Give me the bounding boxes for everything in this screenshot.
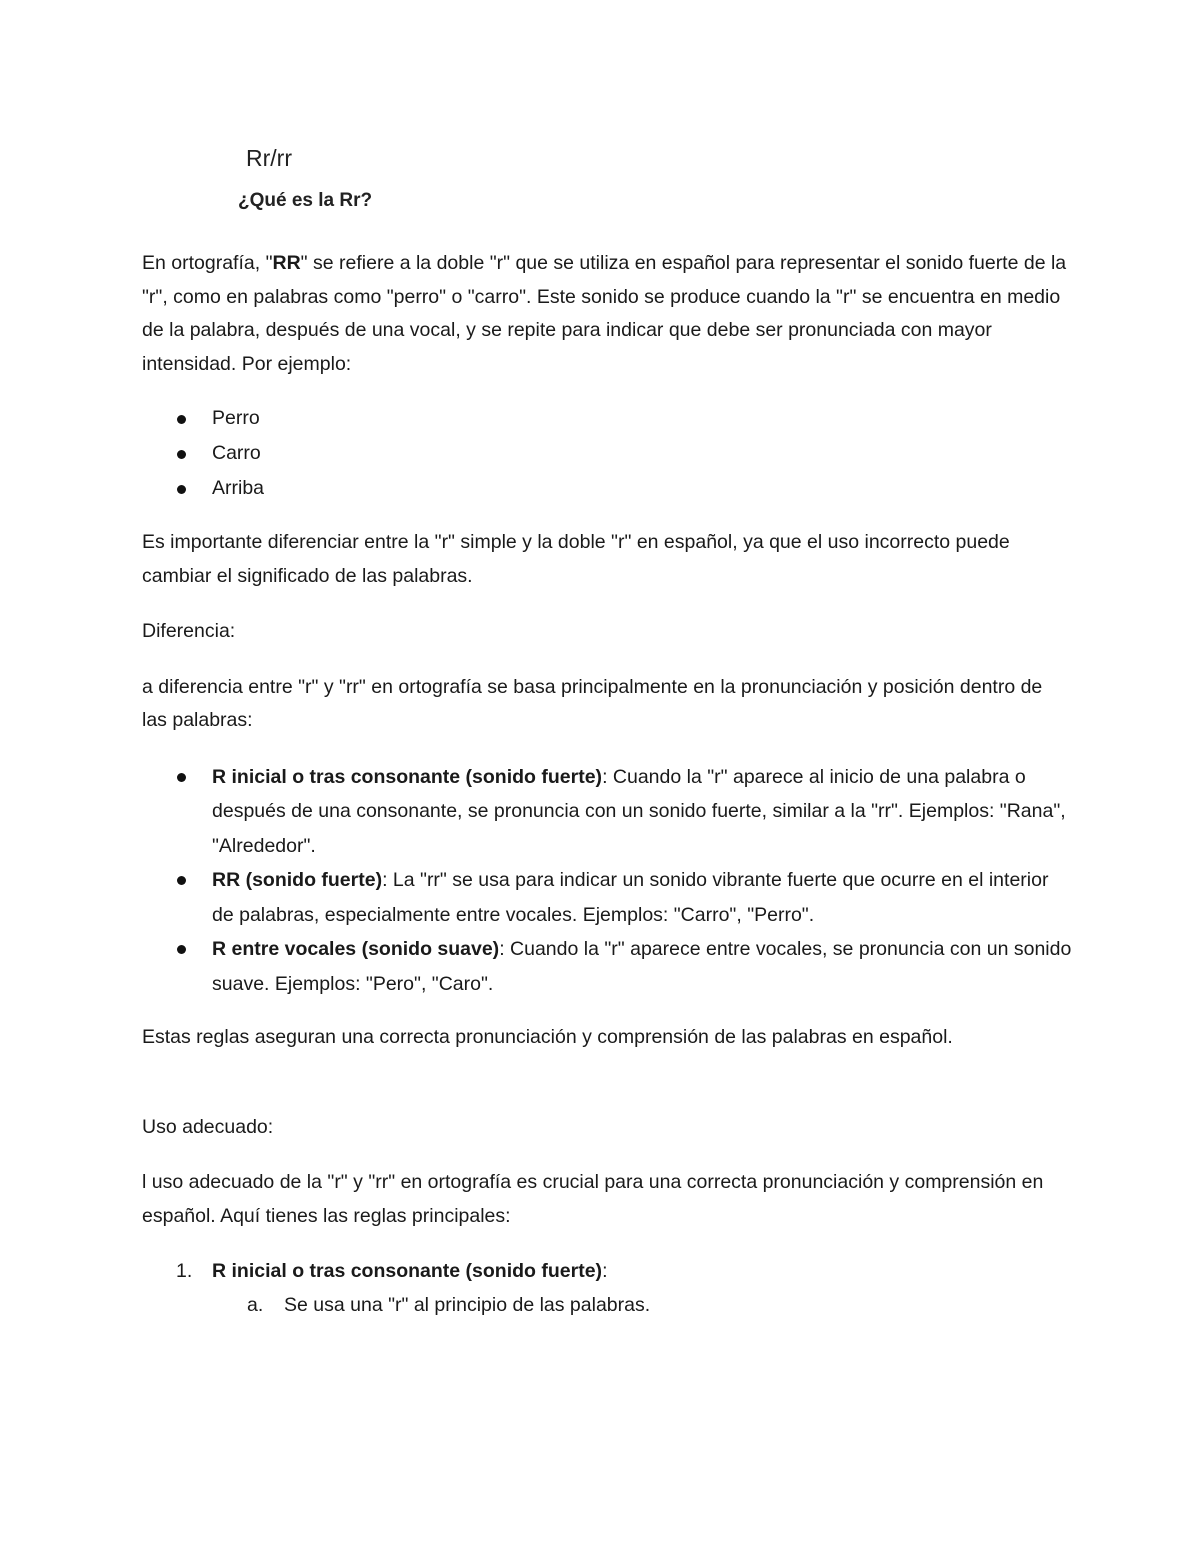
document-title: Rr/rr [246, 145, 292, 171]
rules-list [142, 760, 1072, 1002]
difference-paragraph: a diferencia entre "r" y "rr" en ortografía se basa principalmente en la pronunciación y posición dentro de las palabras: [142, 675, 1043, 731]
rule-text: : Cuando la "r" aparece entre vocales, se pronuncia con un sonido suave. Ejemplos: "Pero", "Caro". [212, 938, 1072, 995]
example-word: Arriba [212, 477, 265, 499]
usage-rules-list [142, 1255, 1072, 1322]
list-item [142, 436, 1072, 471]
rule-text: : [602, 1260, 608, 1282]
list-item [142, 760, 1072, 864]
rule-title: RR (sonido fuerte) [212, 869, 383, 891]
list-item [142, 863, 1072, 932]
rule-title: R inicial o tras consonante (sonido fuerte) [212, 765, 603, 788]
bullet-icon [177, 415, 186, 424]
document-body [142, 247, 1072, 1322]
conclusion-paragraph: Estas reglas aseguran una correcta pronunciación y comprensión de las palabras en español. [142, 1026, 953, 1048]
bullet-icon [177, 945, 186, 954]
list-item [142, 471, 1072, 506]
sub-list [212, 1289, 1072, 1323]
rule-text: : Cuando la "r" aparece al inicio de una palabra o después de una consonante, se pronuncia con un sonido fuerte, similar a la "rr". Ejemplos: "Rana", "Alrededor". [212, 765, 1066, 857]
list-item [142, 932, 1072, 1001]
rule-title: R inicial o tras consonante (sonido fuerte) [212, 1260, 603, 1282]
list-item [212, 1289, 1072, 1323]
example-word: Carro [212, 442, 261, 464]
intro-bold-term: RR [272, 252, 301, 274]
usage-paragraph: l uso adecuado de la "r" y "rr" en ortografía es crucial para una correcta pronunciación y comprensión en español. Aquí tienes las reglas principales: [142, 1171, 1044, 1227]
importance-paragraph: Es importante diferenciar entre la "r" simple y la doble "r" en español, ya que el uso incorrecto puede cambiar el significado de las palabras. [142, 531, 1010, 587]
bullet-icon [177, 773, 186, 782]
intro-paragraph [142, 247, 1072, 381]
examples-list [142, 401, 1072, 506]
rule-text: : La "rr" se usa para indicar un sonido vibrante fuerte que ocurre en el interior de palabras, especialmente entre vocales. Ejemplos: "Carro", "Perro". [212, 869, 1049, 926]
list-item [142, 401, 1072, 436]
example-word: Perro [212, 407, 260, 429]
list-letter: a. [247, 1293, 264, 1316]
usage-heading: Uso adecuado: [142, 1115, 274, 1138]
bullet-icon [177, 450, 186, 459]
bullet-icon [177, 876, 186, 885]
intro-text-start: En ortografía, " [142, 252, 273, 274]
rule-title: R entre vocales (sonido suave) [212, 938, 500, 960]
intro-text-rest: " se refiere a la doble "r" que se utiliza en español para representar el sonido fuerte de la "r", como en palabras como "perro" o "carro". Este sonido se produce cuando la "r" se encuentra en medio de la palabra, después de una vocal, y se repite para indicar que debe ser pronunciada con mayor intensidad. Por ejemplo: [142, 252, 1067, 375]
document-subtitle: ¿Qué es la Rr? [238, 190, 373, 211]
list-item [142, 1255, 1072, 1322]
difference-heading: Diferencia: [142, 620, 236, 642]
sub-rule-text: Se usa una "r" al principio de las palabras. [284, 1293, 651, 1316]
bullet-icon [177, 485, 186, 494]
list-number: 1. [176, 1260, 193, 1282]
